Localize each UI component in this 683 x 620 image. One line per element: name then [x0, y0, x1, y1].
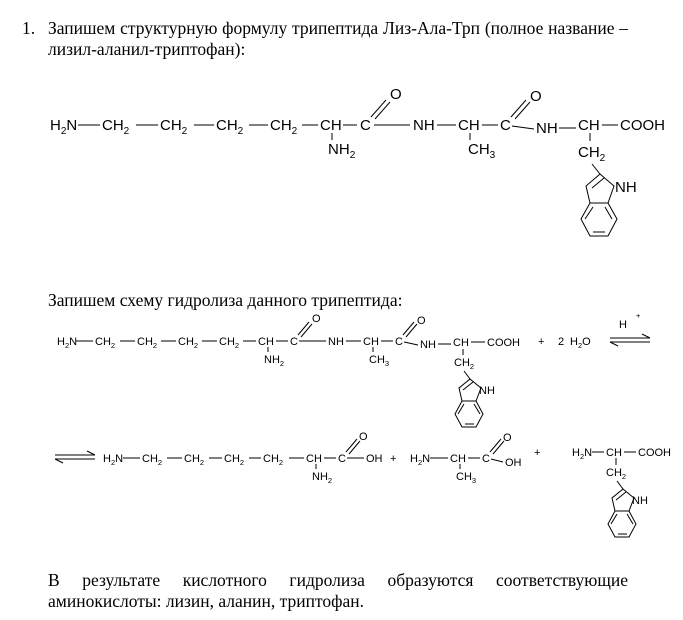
svg-text:CH: CH [258, 336, 274, 348]
svg-text:C: C [500, 117, 511, 134]
svg-text:CH2: $CH_2$ [578, 144, 606, 164]
svg-text:NH: NH [413, 117, 435, 134]
svg-text:O: O [417, 315, 426, 327]
list-item-number: 1. [22, 18, 36, 38]
svg-text:C: C [290, 336, 298, 348]
svg-text:COOH: COOH [638, 447, 671, 459]
svg-text:CH: CH [450, 453, 466, 465]
formula-text: $H_2N$ [50, 117, 78, 137]
conclusion-paragraph: В результате кислотного гидролиза образуются соответствующие аминокислоты: лизин, аланин, триптофан. [48, 570, 628, 611]
svg-text:O: O [390, 86, 402, 103]
indole-ring-icon [581, 174, 617, 236]
svg-text:OH: OH [366, 453, 383, 465]
svg-text:NH2: $NH_2$ [264, 354, 285, 368]
hydrolysis-reactants [57, 311, 650, 427]
svg-text:+: + [636, 311, 641, 320]
svg-text:NH: NH [615, 179, 637, 196]
svg-text:H2N: $H_2N$ [57, 336, 78, 350]
svg-text:O: O [312, 313, 321, 325]
svg-text:NH2: $NH_2$ [328, 141, 356, 161]
svg-text:CH2: $CH_2$ [270, 117, 298, 137]
svg-text:H: H [619, 319, 627, 331]
svg-text:NH: NH [536, 120, 558, 137]
hydrolysis-intro-paragraph: Запишем схему гидролиза данного трипептида: [48, 290, 403, 310]
svg-text:CH3: $CH_3$ [456, 471, 477, 485]
svg-text:NH: NH [420, 339, 436, 351]
svg-text:H2N: $H_2N$ [410, 453, 431, 467]
svg-text:2: 2 [558, 336, 565, 348]
svg-text:CH2: $CH_2$ [160, 117, 188, 137]
svg-text:H2N: $H_2N$ [572, 447, 593, 461]
svg-text:NH: NH [632, 495, 648, 507]
svg-text:+: + [390, 453, 397, 465]
svg-text:CH3: $CH_3$ [468, 141, 496, 161]
svg-text:+: + [538, 336, 545, 348]
svg-text:CH2: $CH_2$ [95, 336, 116, 350]
svg-text:CH2: $CH_2$ [454, 357, 475, 371]
svg-text:CH2: $CH_2$ [178, 336, 199, 350]
svg-text:CH2: $CH_2$ [263, 453, 284, 467]
svg-text:H2N: $H_2N$ [103, 453, 124, 467]
svg-text:NH: NH [328, 336, 344, 348]
tripeptide-structure [50, 86, 665, 236]
svg-text:CH2: $CH_2$ [184, 453, 205, 467]
hydrolysis-products [55, 431, 671, 537]
svg-text:CH2: $CH_2$ [137, 336, 158, 350]
svg-text:COOH: COOH [487, 337, 520, 349]
svg-text:NH2: $NH_2$ [312, 471, 333, 485]
svg-text:CH2: $CH_2$ [216, 117, 244, 137]
svg-text:CH: CH [320, 117, 342, 134]
svg-text:CH2: $CH_2$ [606, 467, 627, 481]
svg-text:O: O [530, 88, 542, 105]
svg-text:CH: CH [458, 117, 480, 134]
svg-text:H2O: $H_2O$ [570, 336, 591, 350]
svg-text:CH2: $CH_2$ [224, 453, 245, 467]
svg-text:CH2: $CH_2$ [102, 117, 130, 137]
svg-text:+: + [534, 447, 541, 459]
svg-text:OH: OH [505, 457, 522, 469]
svg-text:NH: NH [479, 385, 495, 397]
svg-text:CH2: $CH_2$ [219, 336, 240, 350]
svg-text:O: O [503, 432, 512, 444]
intro-paragraph: Запишем структурную формулу трипептида Лиз-Ала-Трп (полное название – лизил-аланил-триптофан): [48, 18, 628, 59]
svg-text:O: O [359, 431, 368, 443]
svg-text:CH: CH [363, 336, 379, 348]
svg-text:CH: CH [606, 447, 622, 459]
svg-text:COOH: COOH [620, 117, 665, 134]
svg-text:C: C [338, 453, 346, 465]
svg-text:CH: CH [578, 117, 600, 134]
svg-text:C: C [360, 117, 371, 134]
svg-text:CH3: $CH_3$ [369, 354, 390, 368]
svg-text:CH: CH [306, 453, 322, 465]
svg-text:C: C [482, 453, 490, 465]
svg-text:CH2: $CH_2$ [142, 453, 163, 467]
svg-text:C: C [395, 336, 403, 348]
svg-text:CH: CH [453, 337, 469, 349]
equilibrium-arrow-icon [55, 451, 95, 463]
equilibrium-arrow-icon [610, 311, 650, 346]
